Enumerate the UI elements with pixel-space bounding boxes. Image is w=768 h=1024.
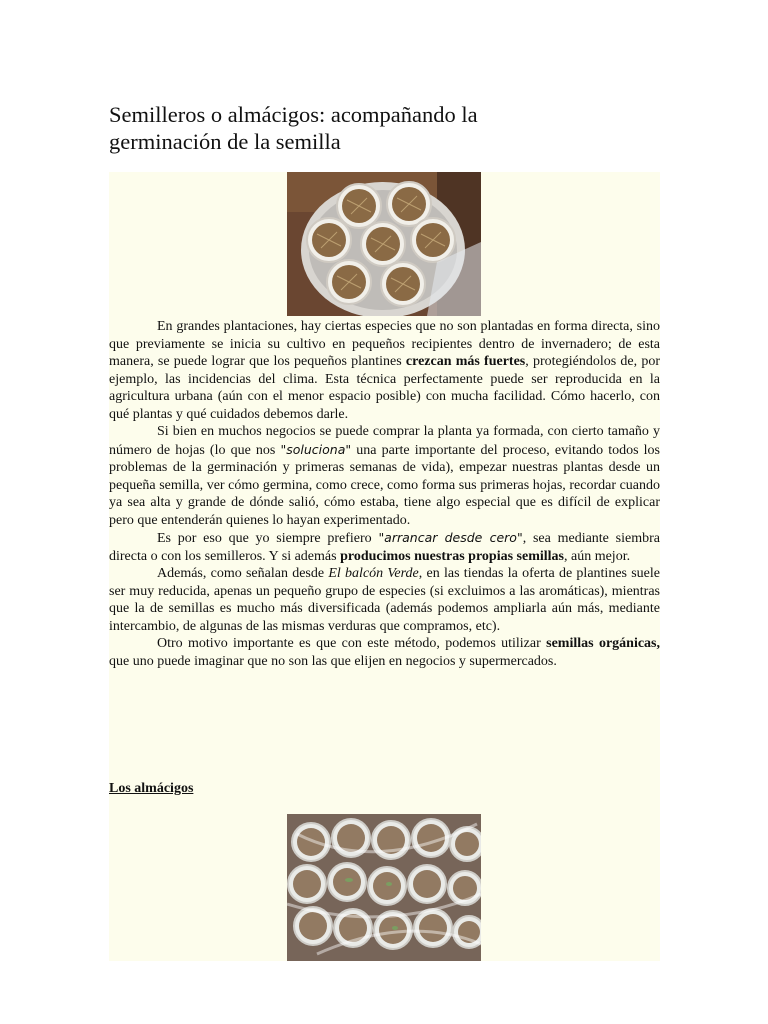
paragraph: Además, como señalan desde El balcón Verde, en las tiendas la oferta de plantines suele ser muy reducida, apenas un pequeño grupo de especies (si excluimos a las aromáticas), mientras que la de semillas es mucho más diversificada (además podemos ampliarla aún más, mediante intercambio, de algunas de las mismas verduras que compramos, etc). — [109, 566, 660, 634]
article-text — [109, 318, 660, 670]
source-name: El balcón Verde — [328, 566, 419, 581]
seedling-cups-photo — [287, 172, 481, 316]
section-heading: Los almácigos — [109, 781, 194, 796]
page-title: Semilleros o almácigos: acompañando la germinación de la semilla — [109, 102, 478, 154]
paragraph: Otro motivo importante es que con este método, podemos utilizar semillas orgánicas, que uno puede imaginar que no son las que elijen en negocios y supermercados. — [109, 636, 660, 669]
paragraph: Si bien en muchos negocios se puede comprar la planta ya formada, con cierto tamaño y número de hojas (lo que nos "soluciona" una parte importante del proceso, evitando todos los problemas de la germinación y primeras semanas de vida), empezar nuestras plantas desde un pequeña semilla, ver cómo germina, como crece, como forma sus primeras hojas, recordar cuando ya sea alta y grande de dónde salió, cómo estaba, tiene algo especial que es difícil de explicar pero que entenderán quienes lo hayan experimentado. — [109, 424, 660, 528]
seedling-cups-covered-photo — [287, 814, 481, 961]
article-body — [109, 172, 660, 961]
paragraph: En grandes plantaciones, hay ciertas especies que no son plantadas en forma directa, sino que previamente se inicia su cultivo en pequeños recipientes dentro de invernadero; de esta manera, se puede lograr que los pequeños plantines crezcan más fuertes, protegiéndolos de, por ejemplo, las incidencias del clima. Esta técnica perfectamente puede ser reproducida en la agricultura urbana (aún con el menor espacio posible) con mucha facilidad. Cómo hacerlo, con qué plantas y qué cuidados debemos darle. — [109, 319, 660, 422]
paragraph: Es por eso que yo siempre prefiero "arrancar desde cero", sea mediante siembra directa o con los semilleros. Y si además producimos nuestras propias semillas, aún mejor. — [109, 530, 660, 564]
